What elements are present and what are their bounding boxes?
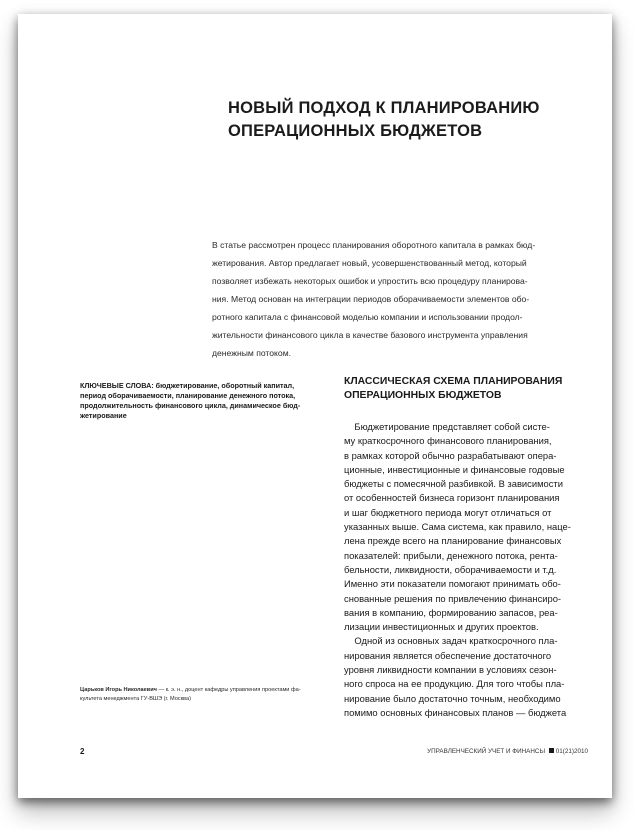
body-line: от особенностей бизнеса горизонт планирования bbox=[344, 492, 560, 504]
journal-name: УПРАВЛЕНЧЕСКИЙ УЧЕТ И ФИНАНСЫ bbox=[427, 748, 546, 755]
body-text-column bbox=[344, 420, 614, 720]
keywords-line: период оборачиваемости, планирование денежного потока, bbox=[80, 391, 296, 400]
keywords-line: КЛЮЧЕВЫЕ СЛОВА: бюджетирование, оборотный капитал, bbox=[80, 381, 295, 390]
body-line: и шаг бюджетного периода могут отличаться от bbox=[344, 506, 552, 518]
abstract-line: денежным потоком. bbox=[212, 348, 291, 358]
body-line: в рамках которой обычно разрабатывают опера- bbox=[344, 449, 557, 461]
body-line: бельности, ликвидности, оборачиваемости и т.д. bbox=[344, 563, 557, 575]
section-heading bbox=[344, 375, 604, 403]
section-heading-line: КЛАССИЧЕСКАЯ СХЕМА ПЛАНИРОВАНИЯ bbox=[344, 376, 563, 387]
body-line: бюджеты с помесячной разбивкой. В зависимости bbox=[344, 478, 563, 490]
body-line: ционные, инвестиционные и финансовые годовые bbox=[344, 463, 565, 475]
body-line: нирования является обеспечение достаточного bbox=[344, 649, 552, 661]
keywords-block bbox=[80, 381, 330, 421]
body-line: помимо основных финансовых планов — бюджета bbox=[344, 706, 567, 718]
page-number: 2 bbox=[80, 747, 85, 756]
body-line: вания в компанию, формированию запасов, реа- bbox=[344, 606, 558, 618]
body-line: снованные решения по привлечению финансиро- bbox=[344, 592, 562, 604]
body-line: Бюджетирование представляет собой систе- bbox=[344, 421, 550, 432]
author-info bbox=[80, 686, 340, 704]
body-line: ного спроса на ее продукцию. Для того чтобы пла- bbox=[344, 678, 565, 690]
section-heading-line: ОПЕРАЦИОННЫХ БЮДЖЕТОВ bbox=[344, 390, 502, 401]
body-line: Одной из основных задач краткосрочного пла- bbox=[344, 635, 558, 647]
author-name: Царьков Игорь Николаевич bbox=[80, 687, 157, 693]
author-credentials: — к. э. н., доцент кафедры управления проектами фа- bbox=[156, 687, 301, 693]
keywords-line: жетирование bbox=[80, 411, 127, 420]
author-line bbox=[80, 686, 340, 695]
abstract-line: позволяет избежать некоторых ошибок и упростить всю процедуру планирова- bbox=[212, 276, 528, 286]
body-line: лена прежде всего на планирование финансовых bbox=[344, 535, 562, 547]
journal-footer bbox=[427, 748, 588, 755]
body-line: уровня ликвидности компании в условиях сезон- bbox=[344, 664, 557, 676]
abstract bbox=[212, 236, 592, 362]
title-line: ОПЕРАЦИОННЫХ БЮДЖЕТОВ bbox=[228, 122, 483, 140]
article-title bbox=[228, 97, 608, 143]
abstract-line: жительности финансового цикла в качестве базового инструмента управления bbox=[212, 330, 528, 340]
author-line: культета менеджмента ГУ-ВШЭ (г. Москва) bbox=[80, 696, 191, 702]
square-bullet-icon bbox=[549, 748, 554, 753]
journal-issue: 01(21)2010 bbox=[555, 748, 588, 755]
keywords-line: продолжительность финансового цикла, динамическое бюд- bbox=[80, 401, 301, 410]
title-line: НОВЫЙ ПОДХОД К ПЛАНИРОВАНИЮ bbox=[228, 99, 540, 117]
abstract-line: жетирования. Автор предлагает новый, усовершенствованный метод, который bbox=[212, 258, 527, 268]
body-line: нирование было достаточно точным, необходимо bbox=[344, 692, 561, 704]
abstract-line: ния. Метод основан на интеграции периодов оборачиваемости элементов обо- bbox=[212, 294, 530, 304]
body-line: показателей: прибыли, денежного потока, рента- bbox=[344, 549, 558, 561]
body-line: лизации инвестиционных и других проектов. bbox=[344, 621, 539, 633]
body-line: Именно эти показатели помогают принимать обо- bbox=[344, 578, 561, 590]
body-line: указанных выше. Сама система, как правило, наце- bbox=[344, 521, 571, 533]
abstract-line: В статье рассмотрен процесс планирования оборотного капитала в рамках бюд- bbox=[212, 240, 536, 250]
abstract-line: ротного капитала с финансовой моделью компании и использовании продол- bbox=[212, 312, 523, 322]
body-line: му краткосрочного финансового планирования, bbox=[344, 435, 552, 447]
